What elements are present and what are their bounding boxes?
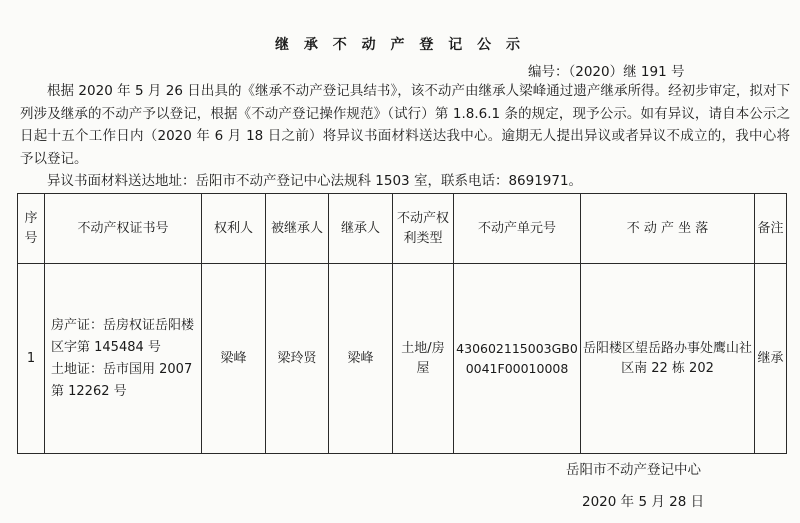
header-unit-no: 不动产单元号 xyxy=(454,194,581,264)
issuer-name: 岳阳市不动产登记中心 xyxy=(566,462,701,478)
header-location: 不 动 产 坐 落 xyxy=(581,194,755,264)
header-decedent: 被继承人 xyxy=(266,194,329,264)
registration-table xyxy=(17,193,787,454)
header-note: 备注 xyxy=(755,194,787,264)
cell-heir: 梁峰 xyxy=(329,264,393,454)
table-row xyxy=(18,264,787,454)
cell-cert xyxy=(45,264,202,454)
header-heir: 继承人 xyxy=(329,194,393,264)
issue-date: 2020 年 5 月 28 日 xyxy=(582,494,705,510)
header-right-type: 不动产权利类型 xyxy=(393,194,454,264)
document-number: 编号：（2020）继 191 号 xyxy=(528,64,685,80)
cert-land: 土地证：岳市国用 2007 第 12262 号 xyxy=(51,361,193,399)
header-cert: 不动产权证书号 xyxy=(45,194,202,264)
notice-body-paragraph: 根据 2020 年 5 月 26 日出具的《继承不动产登记具结书》，该不动产由继承人梁峰通过遗产继承所得。经初步审定，拟对下列涉及继承的不动产予以登记，根据《不动产登记操作规范》（试行）第 1.8.6.1 条的规定，现予公示。如有异议，请自本公示之日起十五个工作日内（2020 年 6 月 18 日之前）将异议书面材料送达我中心。逾期无人提出异议或者异议不成立的，我中心将予以登记。 xyxy=(20,83,790,167)
cell-unit-no: 430602115003GB00041F00010008 xyxy=(454,264,581,454)
header-seq: 序号 xyxy=(18,194,45,264)
cell-decedent: 梁玲贤 xyxy=(266,264,329,454)
header-owner: 权利人 xyxy=(202,194,266,264)
objection-address-line: 异议书面材料送达地址：岳阳市不动产登记中心法规科 1503 室，联系电话：8691971。 xyxy=(47,173,583,189)
cell-right-type: 土地/房屋 xyxy=(393,264,454,454)
cell-location: 岳阳楼区望岳路办事处鹰山社区南 22 栋 202 xyxy=(581,264,755,454)
cert-house: 房产证：岳房权证岳阳楼区字第 145484 号 xyxy=(51,317,195,355)
cell-owner: 梁峰 xyxy=(202,264,266,454)
cell-note: 继承 xyxy=(755,264,787,454)
notice-title: 继 承 不 动 产 登 记 公 示 xyxy=(275,37,525,53)
cell-seq: 1 xyxy=(18,264,45,454)
table-header-row xyxy=(18,194,787,264)
